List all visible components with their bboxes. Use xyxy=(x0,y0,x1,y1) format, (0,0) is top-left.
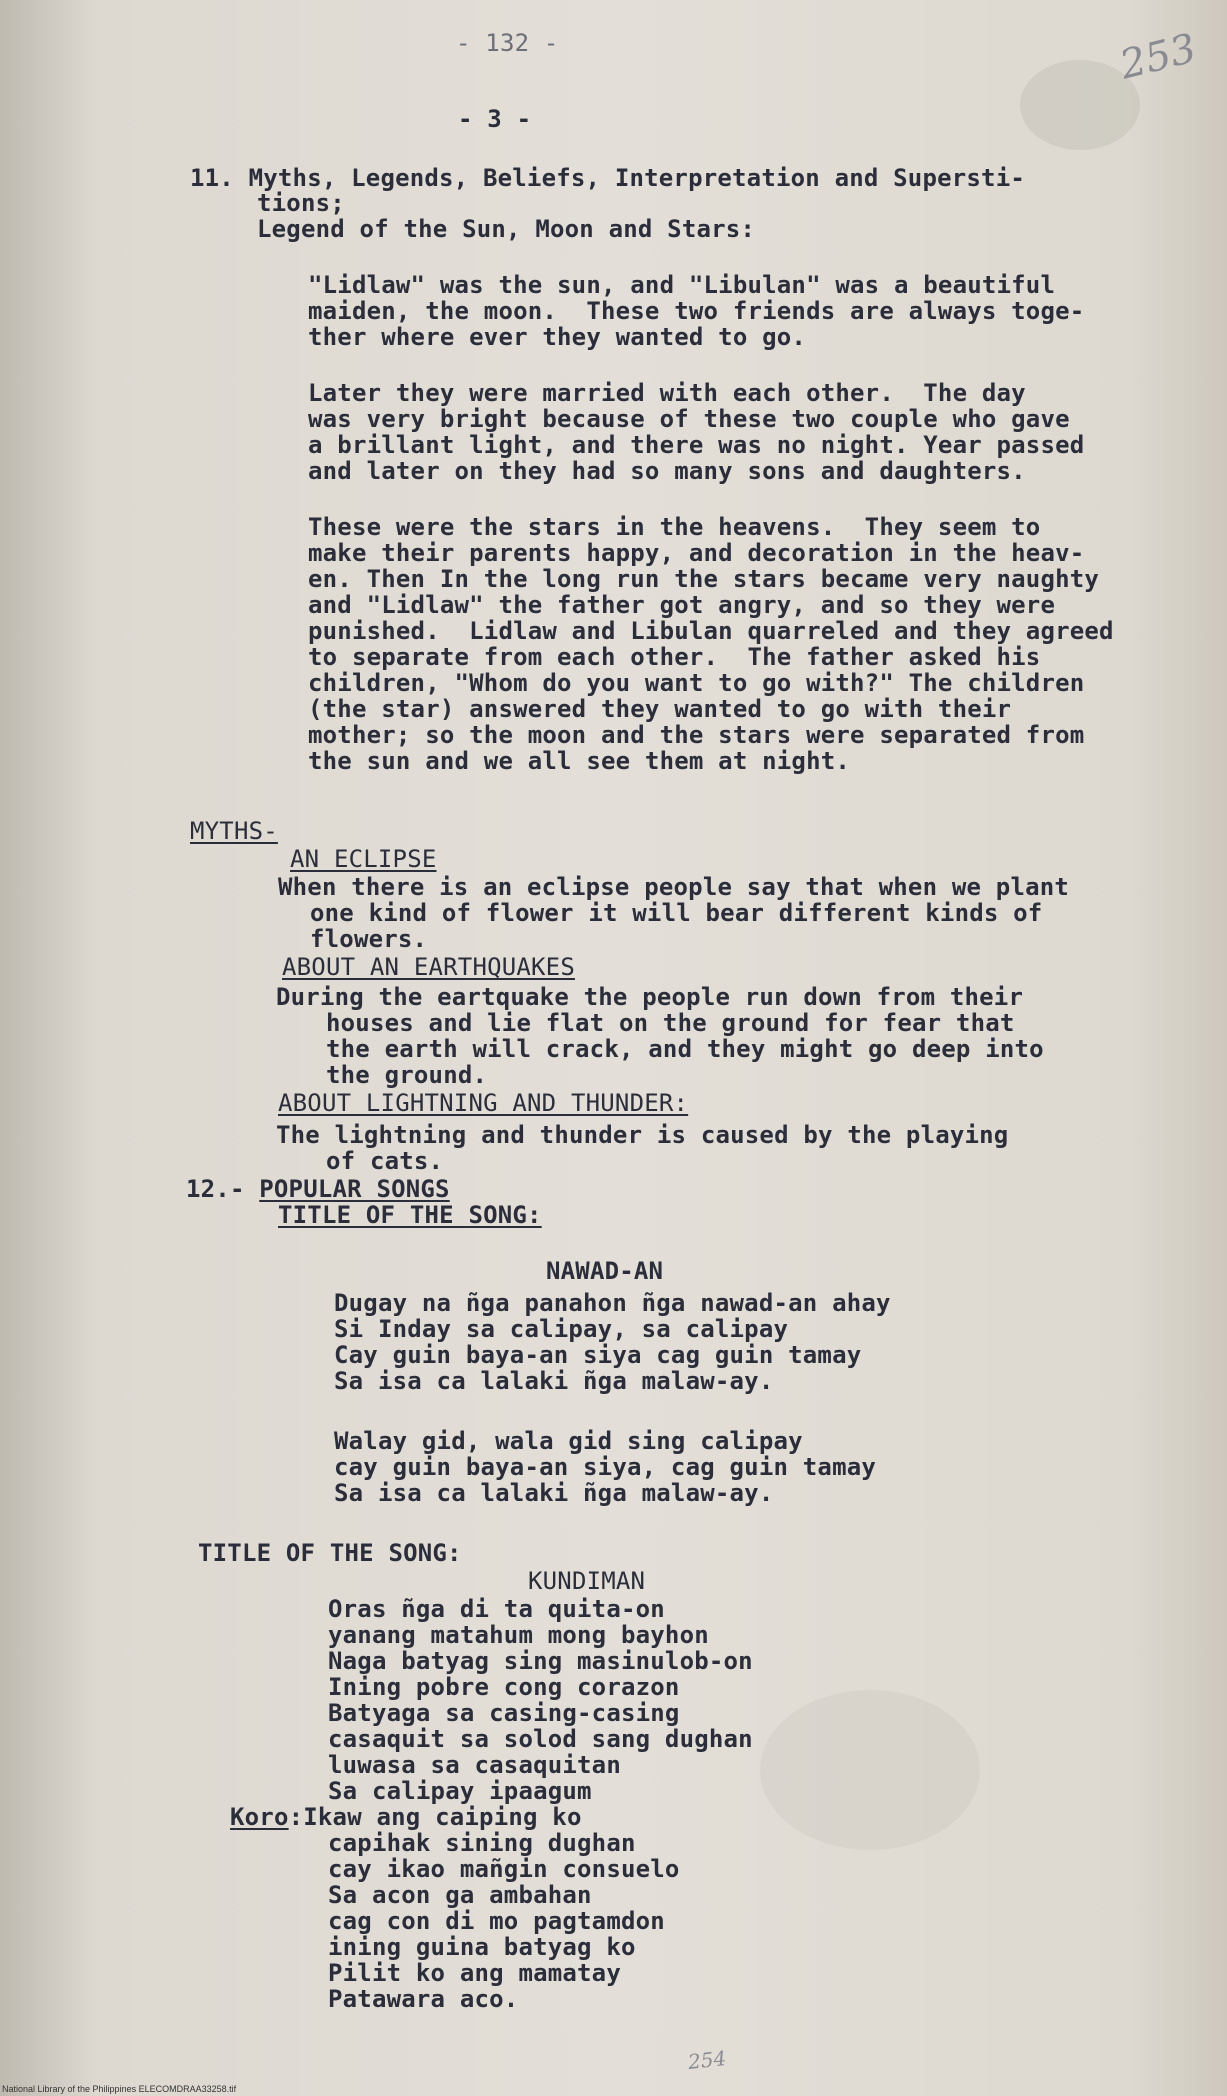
text-line: maiden, the moon. These two friends are always toge- xyxy=(308,297,1085,325)
lyric-line: luwasa sa casaquitan xyxy=(328,1751,621,1779)
page-stamp: - 132 - xyxy=(456,29,559,57)
text-line: to separate from each other. The father asked his xyxy=(308,643,1041,671)
text-line: the earth will crack, and they might go deep into xyxy=(326,1035,1044,1063)
text-line: "Lidlaw" was the sun, and "Libulan" was a beautiful xyxy=(308,271,1056,299)
lyric-line: Ining pobre cong corazon xyxy=(328,1673,680,1701)
handwritten-footnote: 254 xyxy=(686,2046,728,2074)
text-line: the sun and we all see them at night. xyxy=(308,747,851,775)
lyric-line: Sa acon ga ambahan xyxy=(328,1881,592,1909)
earthquake-title: ABOUT AN EARTHQUAKES xyxy=(282,953,575,981)
lyric-line: yanang matahum mong bayhon xyxy=(328,1621,709,1649)
text-line: make their parents happy, and decoration in the heav- xyxy=(308,539,1085,567)
lyric-line: Sa isa ca lalaki ñga malaw-ay. xyxy=(334,1367,774,1395)
lyric-line: Patawara aco. xyxy=(328,1985,519,2013)
text-line: mother; so the moon and the stars were separated from xyxy=(308,721,1085,749)
song-title-label: TITLE OF THE SONG: xyxy=(278,1201,542,1229)
section-12-heading xyxy=(186,1176,450,1202)
eclipse-title: AN ECLIPSE xyxy=(290,845,437,873)
lyric-line: cay ikao mañgin consuelo xyxy=(328,1855,680,1883)
lyric-line: Walay gid, wala gid sing calipay xyxy=(334,1427,803,1455)
section-12-number: 12.- xyxy=(186,1175,260,1203)
text-line: Later they were married with each other. The day xyxy=(308,379,1026,407)
section-12-title: POPULAR SONGS xyxy=(259,1175,450,1203)
text-line: one kind of flower it will bear different kinds of xyxy=(310,899,1043,927)
lyric-line: Cay guin baya-an siya cag guin tamay xyxy=(334,1341,862,1369)
lyric-line: Pilit ko ang mamatay xyxy=(328,1959,621,1987)
song-2-title: KUNDIMAN xyxy=(528,1567,646,1595)
song-title-label-2: TITLE OF THE SONG: xyxy=(198,1539,462,1567)
page-number: - 3 - xyxy=(458,105,532,133)
text-line: en. Then In the long run the stars became very naughty xyxy=(308,565,1100,593)
text-line: and later on they had so many sons and daughters. xyxy=(308,457,1026,485)
text-line: children, "Whom do you want to go with?" The children xyxy=(308,669,1085,697)
text-line: When there is an eclipse people say that when we plant xyxy=(278,873,1070,901)
paper-stain xyxy=(760,1690,980,1850)
koro-line xyxy=(230,1804,582,1830)
koro-first-line: :Ikaw ang caiping ko xyxy=(288,1803,582,1831)
lyric-line: Oras ñga di ta quita-on xyxy=(328,1595,665,1623)
lyric-line: capihak sining dughan xyxy=(328,1829,636,1857)
section-11-heading-cont: tions; xyxy=(257,189,345,217)
koro-label: Koro xyxy=(230,1803,289,1831)
lyric-line: Dugay na ñga panahon ñga nawad-an ahay xyxy=(334,1289,891,1317)
lyric-line: cag con di mo pagtamdon xyxy=(328,1907,665,1935)
lyric-line: ining guina batyag ko xyxy=(328,1933,636,1961)
myths-heading: MYTHS- xyxy=(190,817,278,845)
lyric-line: Batyaga sa casing-casing xyxy=(328,1699,680,1727)
lyric-line: cay guin baya-an siya, cag guin tamay xyxy=(334,1453,877,1481)
lyric-line: Naga batyag sing masinulob-on xyxy=(328,1647,753,1675)
text-line: houses and lie flat on the ground for fear that xyxy=(326,1009,1015,1037)
text-line: a brillant light, and there was no night. Year passed xyxy=(308,431,1085,459)
text-line: and "Lidlaw" the father got angry, and so they were xyxy=(308,591,1056,619)
text-line: punished. Lidlaw and Libulan quarreled and they agreed xyxy=(308,617,1114,645)
text-line: flowers. xyxy=(310,925,428,953)
lyric-line: Sa isa ca lalaki ñga malaw-ay. xyxy=(334,1479,774,1507)
text-line: ther where ever they wanted to go. xyxy=(308,323,807,351)
legend-subheading: Legend of the Sun, Moon and Stars: xyxy=(257,215,756,243)
text-line: was very bright because of these two couple who gave xyxy=(308,405,1070,433)
text-line: The lightning and thunder is caused by the playing xyxy=(276,1121,1009,1149)
section-11-heading: 11. Myths, Legends, Beliefs, Interpretation and Supersti- xyxy=(190,164,1026,192)
lyric-line: Sa calipay ipaagum xyxy=(328,1777,592,1805)
lyric-line: Si Inday sa calipay, sa calipay xyxy=(334,1315,789,1343)
text-line: the ground. xyxy=(326,1061,488,1089)
scan-caption: National Library of the Philippines ELECOMDRAA33258.tif xyxy=(2,2084,237,2094)
lyric-line: casaquit sa solod sang dughan xyxy=(328,1725,753,1753)
text-line: During the eartquake the people run down from their xyxy=(276,983,1024,1011)
handwritten-page-number: 253 xyxy=(1115,25,1201,89)
text-line: (the star) answered they wanted to go with their xyxy=(308,695,1012,723)
song-1-title: NAWAD-AN xyxy=(546,1257,664,1285)
text-line: of cats. xyxy=(326,1147,444,1175)
lightning-title: ABOUT LIGHTNING AND THUNDER: xyxy=(278,1089,689,1117)
text-line: These were the stars in the heavens. They seem to xyxy=(308,513,1041,541)
